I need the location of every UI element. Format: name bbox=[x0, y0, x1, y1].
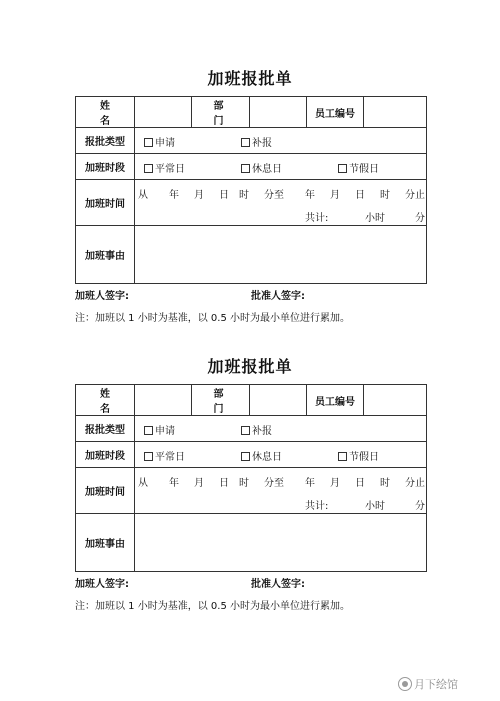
name-field[interactable] bbox=[135, 97, 192, 128]
reason-label: 加班事由 bbox=[76, 226, 135, 284]
overtime-signature-label: 加班人签字: bbox=[75, 291, 129, 302]
checkbox-icon[interactable] bbox=[241, 452, 250, 461]
name-field[interactable] bbox=[135, 385, 192, 416]
time-label: 加班时间 bbox=[76, 180, 135, 226]
option-apply[interactable]: 申请 bbox=[144, 134, 175, 149]
dept-label: 部 门 bbox=[192, 385, 250, 416]
option-weekday[interactable]: 平常日 bbox=[144, 448, 185, 463]
checkbox-icon[interactable] bbox=[144, 138, 153, 147]
checkbox-icon[interactable] bbox=[241, 138, 250, 147]
form-title: 加班报批单 bbox=[207, 69, 293, 88]
option-holiday[interactable]: 节假日 bbox=[338, 448, 379, 463]
time-field[interactable]: 从 年 月 日 时 分至 年 月 日 时 分止 共计: 小时 分 bbox=[135, 180, 427, 226]
employee-id-label: 员工编号 bbox=[307, 97, 364, 128]
watermark-logo-icon bbox=[398, 677, 412, 691]
option-rest-day[interactable]: 休息日 bbox=[241, 448, 282, 463]
checkbox-icon[interactable] bbox=[338, 452, 347, 461]
reason-label: 加班事由 bbox=[76, 514, 135, 572]
employee-id-field[interactable] bbox=[364, 97, 427, 128]
period-label: 加班时段 bbox=[76, 442, 135, 468]
checkbox-icon[interactable] bbox=[241, 426, 250, 435]
checkbox-icon[interactable] bbox=[144, 164, 153, 173]
option-rest-day[interactable]: 休息日 bbox=[241, 160, 282, 175]
time-field[interactable]: 从 年 月 日 时 分至 年 月 日 时 分止 共计: 小时 分 bbox=[135, 468, 427, 514]
checkbox-icon[interactable] bbox=[144, 452, 153, 461]
approver-signature-label: 批准人签字: bbox=[251, 579, 305, 590]
form-table bbox=[75, 96, 427, 284]
watermark bbox=[398, 676, 458, 692]
period-label: 加班时段 bbox=[76, 154, 135, 180]
form-table bbox=[75, 384, 427, 572]
checkbox-icon[interactable] bbox=[338, 164, 347, 173]
checkbox-icon[interactable] bbox=[144, 426, 153, 435]
reason-field[interactable] bbox=[135, 514, 427, 572]
time-label: 加班时间 bbox=[76, 468, 135, 514]
dept-label: 部 门 bbox=[192, 97, 250, 128]
option-weekday[interactable]: 平常日 bbox=[144, 160, 185, 175]
approval-type-label: 报批类型 bbox=[76, 416, 135, 442]
reason-field[interactable] bbox=[135, 226, 427, 284]
option-supplement[interactable]: 补报 bbox=[241, 134, 272, 149]
dept-field[interactable] bbox=[250, 97, 307, 128]
overtime-signature-label: 加班人签字: bbox=[75, 579, 129, 590]
approval-type-label: 报批类型 bbox=[76, 128, 135, 154]
name-label: 姓 名 bbox=[76, 97, 135, 128]
name-label: 姓 名 bbox=[76, 385, 135, 416]
dept-field[interactable] bbox=[250, 385, 307, 416]
option-apply[interactable]: 申请 bbox=[144, 422, 175, 437]
form-title: 加班报批单 bbox=[207, 357, 293, 376]
option-holiday[interactable]: 节假日 bbox=[338, 160, 379, 175]
employee-id-label: 员工编号 bbox=[307, 385, 364, 416]
watermark-text: 月下绘馆 bbox=[414, 678, 458, 691]
approver-signature-label: 批准人签字: bbox=[251, 291, 305, 302]
form-note: 注：加班以 1 小时为基准，以 0.5 小时为最小单位进行累加。 bbox=[75, 313, 350, 324]
option-supplement[interactable]: 补报 bbox=[241, 422, 272, 437]
overtime-form-2 bbox=[0, 288, 500, 628]
checkbox-icon[interactable] bbox=[241, 164, 250, 173]
employee-id-field[interactable] bbox=[364, 385, 427, 416]
form-note: 注：加班以 1 小时为基准，以 0.5 小时为最小单位进行累加。 bbox=[75, 601, 350, 612]
